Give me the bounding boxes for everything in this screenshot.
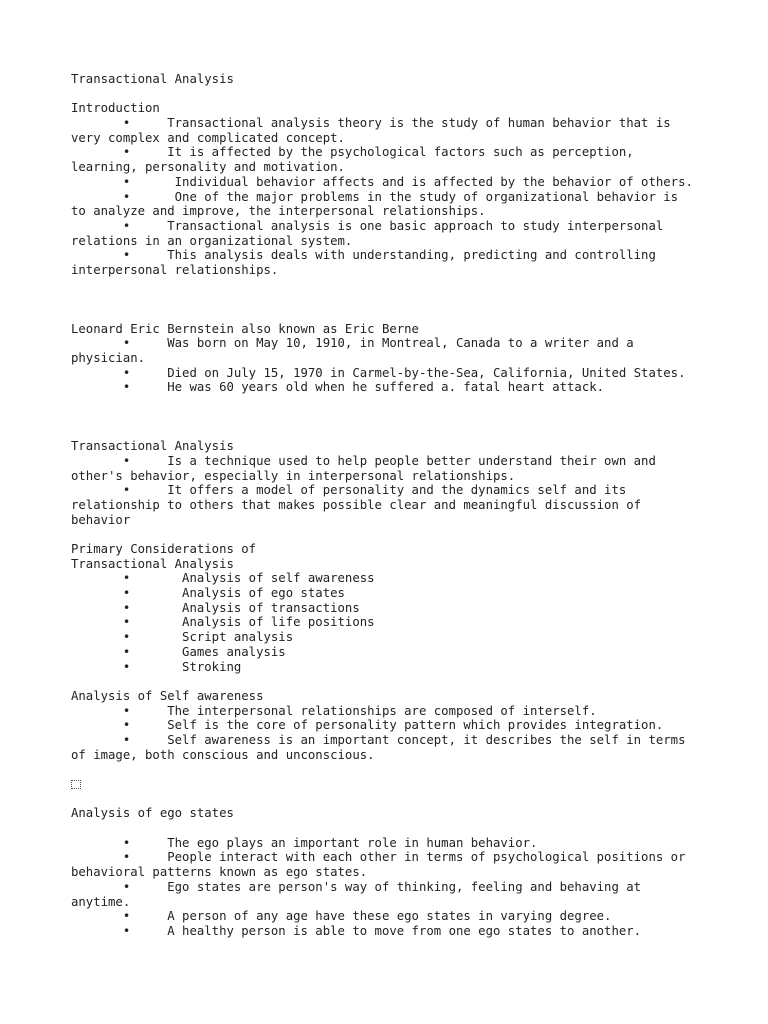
ego-states-body bbox=[71, 836, 711, 939]
text-line: • Self is the core of personality pattern which provides integration. bbox=[71, 718, 664, 733]
text-line: behavior bbox=[71, 512, 131, 527]
text-line: of image, both conscious and unconscious. bbox=[71, 747, 375, 762]
text-line: • People interact with each other in terms of psychological positions or bbox=[71, 850, 686, 865]
text-line: other's behavior, especially in interpersonal relationships. bbox=[71, 468, 516, 483]
list-item: • Analysis of ego states bbox=[71, 586, 345, 601]
text-line: • Transactional analysis theory is the study of human behavior that is bbox=[71, 116, 671, 131]
text-line: interpersonal relationships. bbox=[71, 262, 279, 277]
section-heading-primary-considerations-2: Transactional Analysis bbox=[71, 556, 234, 571]
text-line: very complex and complicated concept. bbox=[71, 130, 345, 145]
eric-berne-body bbox=[71, 336, 711, 395]
list-item: • Analysis of self awareness bbox=[71, 571, 375, 586]
text-line: • Individual behavior affects and is affected by the behavior of others. bbox=[71, 174, 693, 189]
section-heading-primary-considerations: Primary Considerations of bbox=[71, 542, 257, 556]
section-heading-self-awareness: Analysis of Self awareness bbox=[71, 688, 264, 703]
section-heading-introduction: Introduction bbox=[71, 101, 160, 116]
text-line: • Is a technique used to help people better understand their own and bbox=[71, 453, 656, 468]
transactional-analysis-body bbox=[71, 454, 711, 527]
text-line: • The ego plays an important role in human behavior. bbox=[71, 835, 538, 850]
list-item: • Games analysis bbox=[71, 644, 286, 659]
list-item: • Stroking bbox=[71, 659, 242, 674]
text-line: • It offers a model of personality and the dynamics self and its bbox=[71, 483, 627, 498]
list-item: • Script analysis bbox=[71, 630, 294, 645]
self-awareness-body bbox=[71, 704, 711, 763]
text-line: to analyze and improve, the interpersonal relationships. bbox=[71, 204, 486, 219]
text-line: anytime. bbox=[71, 894, 131, 909]
section-heading-transactional-analysis: Transactional Analysis bbox=[71, 439, 234, 454]
text-line: • Was born on May 10, 1910, in Montreal, Canada to a writer and a bbox=[71, 336, 634, 351]
introduction-body bbox=[71, 116, 711, 278]
text-line: • A healthy person is able to move from one ego states to another. bbox=[71, 923, 642, 938]
document-title: Transactional Analysis bbox=[71, 72, 234, 86]
section-heading-eric-berne: Leonard Eric Bernstein also known as Eric Berne bbox=[71, 321, 419, 336]
text-line: • Self awareness is an important concept, it describes the self in terms bbox=[71, 732, 686, 747]
text-line: physician. bbox=[71, 351, 146, 366]
object-placeholder-icon bbox=[71, 777, 711, 792]
text-line: • Died on July 15, 1970 in Carmel-by-the-Sea, California, United States. bbox=[71, 365, 686, 380]
primary-considerations-list bbox=[71, 571, 711, 674]
section-heading-ego-states: Analysis of ego states bbox=[71, 806, 234, 821]
text-line: • He was 60 years old when he suffered a. fatal heart attack. bbox=[71, 380, 605, 395]
text-line: • Ego states are person's way of thinking, feeling and behaving at bbox=[71, 879, 642, 894]
list-item: • Analysis of life positions bbox=[71, 615, 375, 630]
text-line: relations in an organizational system. bbox=[71, 233, 353, 248]
list-item: • Analysis of transactions bbox=[71, 600, 360, 615]
text-line: • It is affected by the psychological factors such as perception, bbox=[71, 145, 634, 160]
text-line: relationship to others that makes possible clear and meaningful discussion of bbox=[71, 497, 642, 512]
text-line: learning, personality and motivation. bbox=[71, 160, 345, 175]
text-line: • This analysis deals with understanding, predicting and controlling bbox=[71, 248, 656, 263]
text-line: • Transactional analysis is one basic approach to study interpersonal bbox=[71, 218, 664, 233]
text-line: behavioral patterns known as ego states. bbox=[71, 865, 368, 880]
text-line: • One of the major problems in the study of organizational behavior is bbox=[71, 189, 679, 204]
text-line: • The interpersonal relationships are composed of interself. bbox=[71, 703, 597, 718]
text-line: • A person of any age have these ego states in varying degree. bbox=[71, 909, 612, 924]
